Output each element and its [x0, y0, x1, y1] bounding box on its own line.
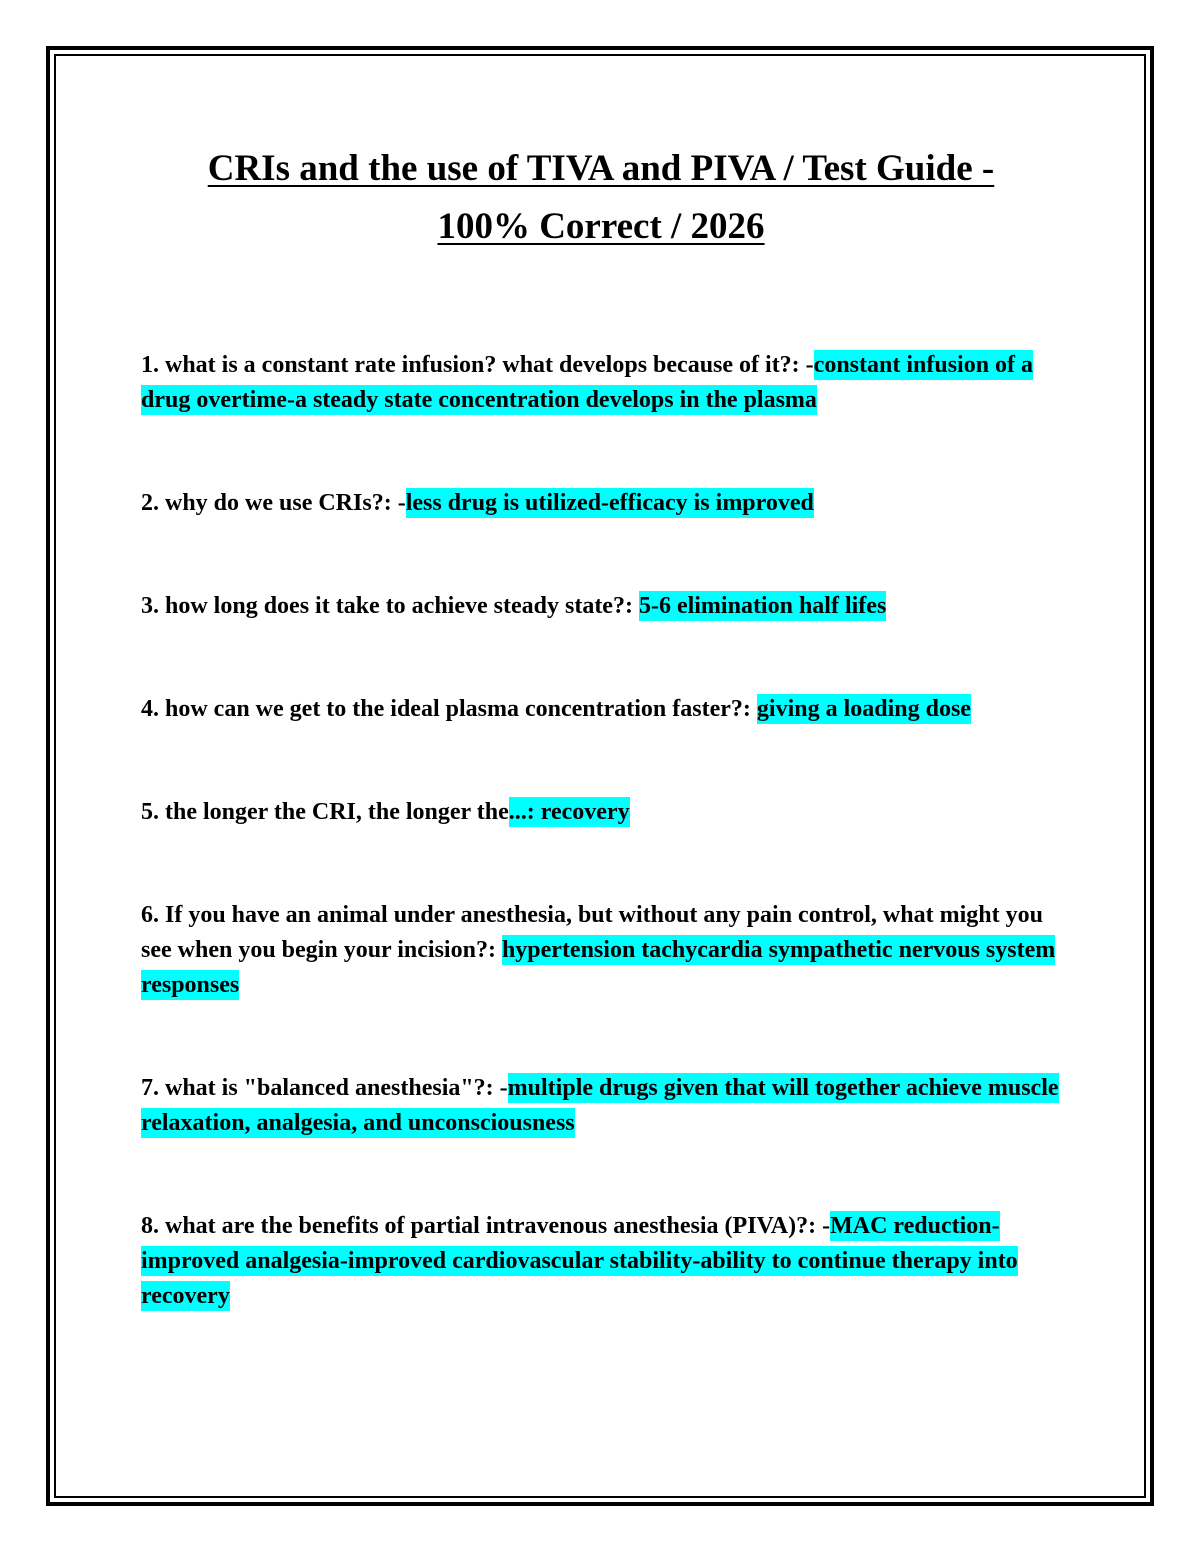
answer-highlight: ...: recovery [508, 799, 630, 825]
question-item-8 [141, 1209, 1061, 1314]
question-text: 1. what is a constant rate infusion? what develops because of it?: - [141, 352, 814, 378]
question-item-6 [141, 898, 1061, 1003]
question-list [141, 348, 1061, 1314]
answer-highlight: multiple drugs given that will together achieve muscle relaxation, analgesia, and unconsciousness [141, 1075, 1059, 1136]
question-item-3 [141, 589, 1061, 624]
answer-highlight: giving a loading dose [756, 696, 971, 722]
question-text: 3. how long does it take to achieve steady state?: [141, 593, 639, 619]
question-text: 4. how can we get to the ideal plasma concentration faster?: [141, 696, 757, 722]
question-item-7 [141, 1071, 1061, 1141]
answer-highlight: constant infusion of a drug overtime-a steady state concentration develops in the plasma [141, 352, 1034, 413]
answer-highlight: 5-6 elimination half lifes [638, 593, 887, 619]
question-text: 7. what is "balanced anesthesia"?: - [141, 1075, 508, 1101]
question-text: 5. the longer the CRI, the longer the [141, 799, 509, 825]
question-text: 2. why do we use CRIs?: - [141, 490, 406, 516]
question-text: 6. If you have an animal under anesthesia, but without any pain control, what might you see when you begin your incision?: [141, 902, 1043, 963]
title-line-2: 100% Correct / 2026 [437, 206, 765, 247]
question-item-1 [141, 348, 1061, 418]
answer-highlight: hypertension tachycardia sympathetic nervous system responses [141, 937, 1056, 998]
question-text: 8. what are the benefits of partial intravenous anesthesia (PIVA)?: - [141, 1213, 831, 1239]
question-item-4 [141, 692, 1061, 727]
question-item-2 [141, 486, 1061, 521]
answer-highlight: MAC reduction-improved analgesia-improved cardiovascular stability-ability to continue therapy into recovery [141, 1213, 1018, 1309]
document-title [141, 140, 1061, 256]
question-item-5 [141, 795, 1061, 830]
answer-highlight: less drug is utilized-efficacy is improved [405, 490, 814, 516]
title-line-1: CRIs and the use of TIVA and PIVA / Test Guide - [207, 148, 995, 189]
document-content [141, 140, 1061, 1314]
